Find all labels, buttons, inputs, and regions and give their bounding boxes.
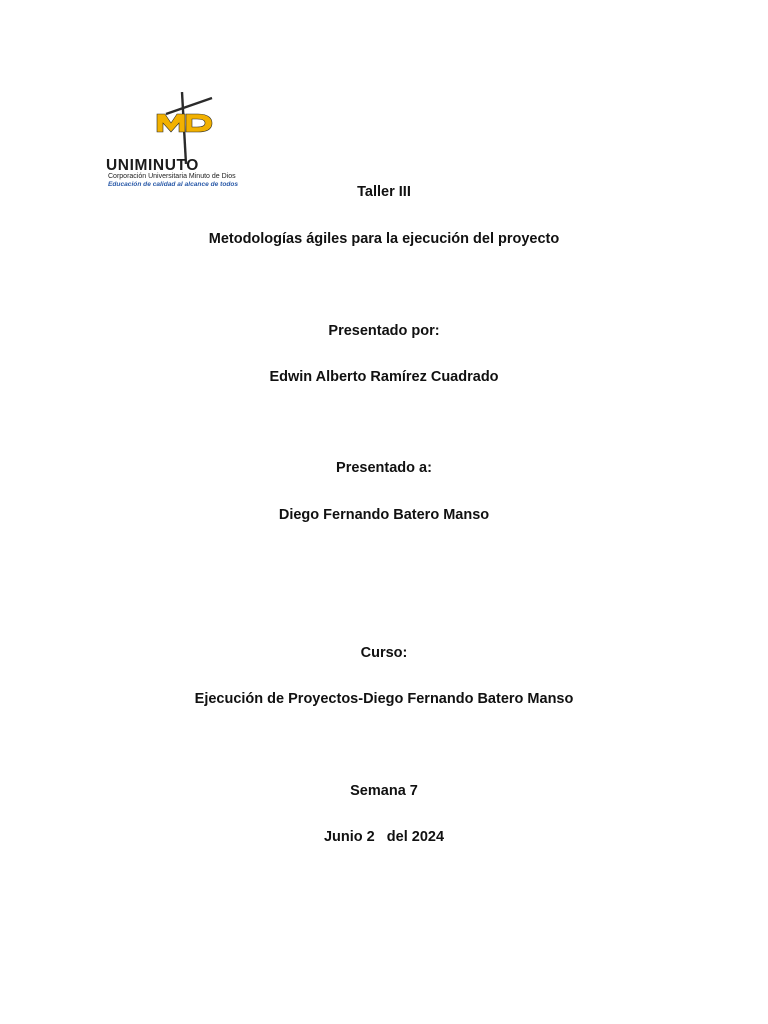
author-name: Edwin Alberto Ramírez Cuadrado bbox=[269, 369, 499, 385]
workshop-title: Taller III bbox=[357, 184, 411, 200]
course-label: Curso: bbox=[360, 645, 408, 661]
uniminuto-logo bbox=[106, 92, 258, 192]
md-cross-logo-icon bbox=[152, 92, 216, 164]
presented-to-label: Presentado a: bbox=[336, 460, 432, 476]
presented-by-label: Presentado por: bbox=[328, 323, 440, 339]
date-text: Junio 2 del 2024 bbox=[323, 829, 445, 845]
logo-slogan-text: Educación de calidad al alcance de todos bbox=[108, 181, 239, 188]
logo-subtitle-text: Corporación Universitaria Minuto de Dios bbox=[108, 173, 236, 180]
course-name: Ejecución de Proyectos-Diego Fernando Batero Manso bbox=[194, 691, 574, 707]
logo-brand-text: UNIMINUTO bbox=[106, 157, 199, 174]
week-text: Semana 7 bbox=[350, 783, 418, 799]
document-title: Metodologías ágiles para la ejecución del proyecto bbox=[208, 231, 560, 247]
instructor-name: Diego Fernando Batero Manso bbox=[278, 507, 490, 523]
